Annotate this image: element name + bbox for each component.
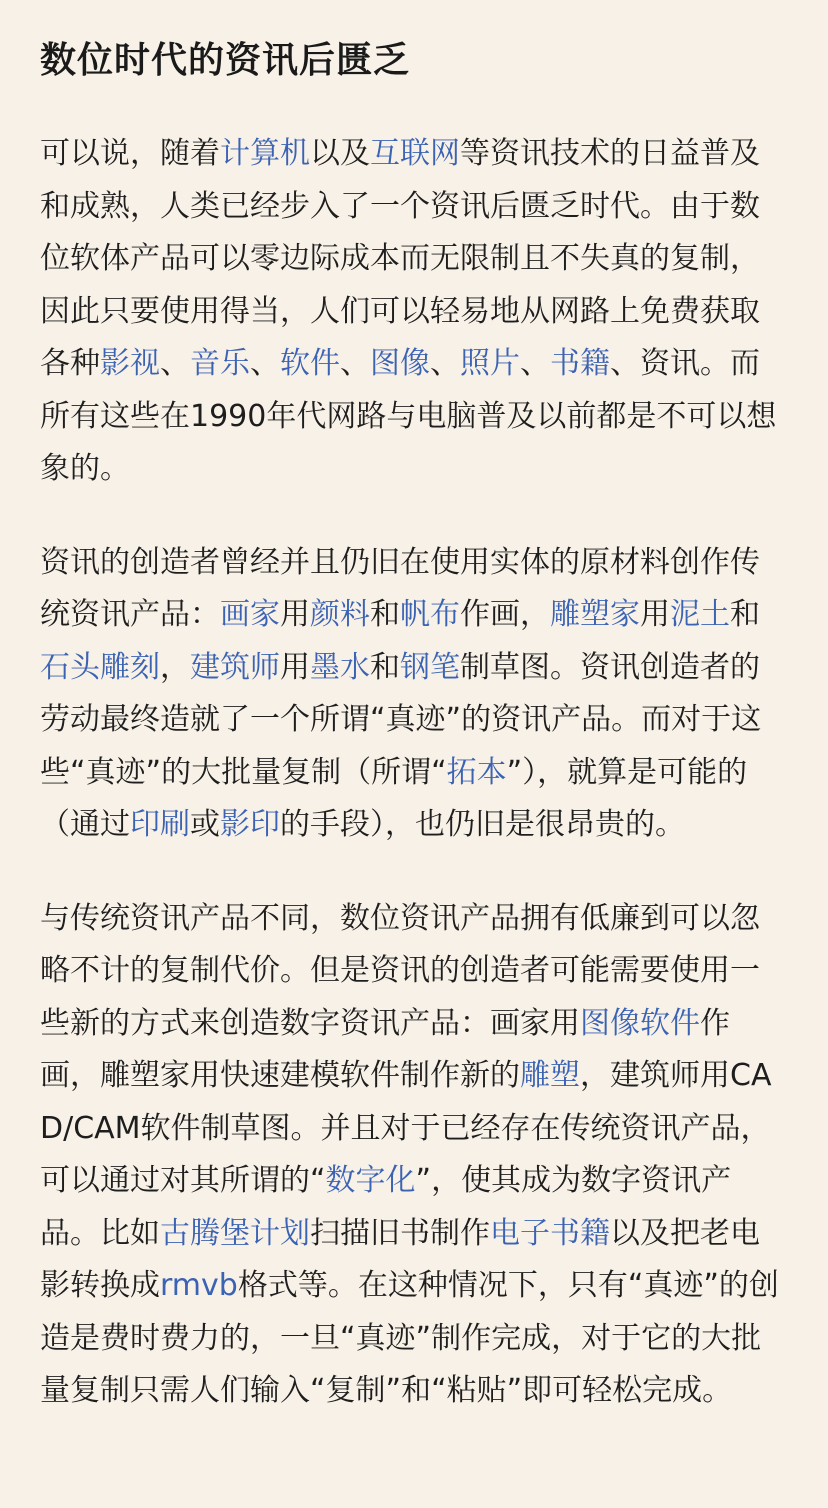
paragraph-text: 、 bbox=[340, 346, 370, 381]
paragraph-text: 、 bbox=[250, 346, 280, 381]
paragraph-text: 和 bbox=[370, 597, 400, 632]
paragraph-text: 作画， bbox=[460, 597, 550, 632]
paragraph-text: 扫描旧书制作 bbox=[310, 1215, 490, 1251]
paragraph-text: 或 bbox=[190, 807, 220, 842]
paragraph-text: 格式等。在这种情况下，只有“真迹”的创造是费时费力的，一旦“真迹”制作完成，对于它的大批量复制只需人们输入“复制”和“粘贴”即可轻松完成。 bbox=[40, 1268, 779, 1408]
paragraph-text: 资讯的创造者曾经并且仍旧在使用实体的原材料创作传统资讯产品： bbox=[40, 544, 760, 632]
inline-link[interactable]: rmvb bbox=[160, 1268, 238, 1303]
inline-link[interactable]: 帆布 bbox=[400, 597, 460, 632]
paragraph-text: 可以说，随着 bbox=[40, 136, 220, 171]
paragraph-text: 的手段），也仍旧是很昂贵的。 bbox=[280, 807, 685, 842]
paragraph-text: 等资讯技术的日益普及和成熟，人类已经步入了一个资讯后匮乏时代。由于数位软体产品可以零边际成本而无限制且不失真的复制，因此只要使用得当，人们可以轻易地从网路上免费获取各种 bbox=[40, 136, 760, 381]
inline-link[interactable]: 石头雕刻 bbox=[40, 649, 160, 685]
inline-link[interactable]: 影视 bbox=[100, 346, 160, 381]
inline-link[interactable]: 画家 bbox=[220, 597, 280, 632]
inline-link[interactable]: 颜料 bbox=[310, 597, 370, 632]
inline-link[interactable]: 印刷 bbox=[130, 807, 190, 842]
paragraph bbox=[40, 537, 788, 852]
inline-link[interactable]: 钢笔 bbox=[400, 649, 460, 685]
paragraph-text: 、资讯。而所有这些在1990年代网路与电脑普及以前都是不可以想象的。 bbox=[40, 346, 777, 486]
paragraph-text: 制草图。资讯创造者的劳动最终造就了一个所谓“真迹”的资讯产品。而对于这些“真迹”的大批量复制（所谓“ bbox=[40, 649, 762, 790]
inline-link[interactable]: 书籍 bbox=[550, 346, 610, 381]
inline-link[interactable]: 数字化 bbox=[325, 1163, 416, 1198]
paragraph-text: 以及把老电影转换成 bbox=[40, 1215, 760, 1303]
paragraph-text: 用 bbox=[280, 597, 310, 632]
inline-link[interactable]: 音乐 bbox=[190, 346, 250, 381]
inline-link[interactable]: 建筑师 bbox=[190, 649, 280, 685]
inline-link[interactable]: 雕塑 bbox=[520, 1058, 580, 1093]
inline-link[interactable]: 软件 bbox=[280, 346, 340, 381]
paragraph-text: 、 bbox=[520, 346, 550, 381]
inline-link[interactable]: 图像软件 bbox=[580, 1005, 700, 1041]
paragraph-text: ”，使其成为数字资讯产品。比如 bbox=[40, 1163, 732, 1251]
paragraph-text: 作画，雕塑家用快速建模软件制作新的 bbox=[40, 1005, 730, 1093]
paragraph-text: 和 bbox=[370, 649, 400, 685]
paragraph-text: 和 bbox=[730, 597, 760, 632]
inline-link[interactable]: 互联网 bbox=[370, 136, 460, 171]
paragraph-text: 、 bbox=[160, 346, 190, 381]
inline-link[interactable]: 电子书籍 bbox=[490, 1215, 610, 1251]
paragraph-text: 与传统资讯产品不同，数位资讯产品拥有低廉到可以忽略不计的复制代价。但是资讯的创造者可能需要使用一些新的方式来创造数字资讯产品：画家用 bbox=[40, 900, 760, 1041]
article-title: 数位时代的资讯后匮乏 bbox=[40, 40, 411, 81]
paragraph-text: 用 bbox=[640, 597, 670, 632]
inline-link[interactable]: 雕塑家 bbox=[550, 597, 640, 632]
inline-link[interactable]: 影印 bbox=[220, 807, 280, 842]
paragraph-text: 用 bbox=[280, 649, 310, 685]
paragraph-text: 、 bbox=[430, 346, 460, 381]
paragraph bbox=[40, 893, 788, 1418]
inline-link[interactable]: 照片 bbox=[460, 346, 520, 381]
paragraph bbox=[40, 128, 788, 496]
inline-link[interactable]: 计算机 bbox=[220, 136, 310, 171]
inline-link[interactable]: 墨水 bbox=[310, 649, 370, 685]
paragraph-text: ，建筑师用CAD/CAM软件制草图。并且对于已经存在传统资讯产品，可以通过对其所谓的“ bbox=[40, 1058, 772, 1198]
inline-link[interactable]: 古腾堡计划 bbox=[160, 1215, 310, 1251]
paragraph-text: 以及 bbox=[310, 136, 370, 171]
inline-link[interactable]: 泥土 bbox=[670, 597, 730, 632]
paragraph-text: ， bbox=[160, 649, 190, 685]
inline-link[interactable]: 拓本 bbox=[446, 754, 507, 790]
paragraph-text: ”），就算是可能的（通过 bbox=[40, 754, 748, 842]
inline-link[interactable]: 图像 bbox=[370, 346, 430, 381]
